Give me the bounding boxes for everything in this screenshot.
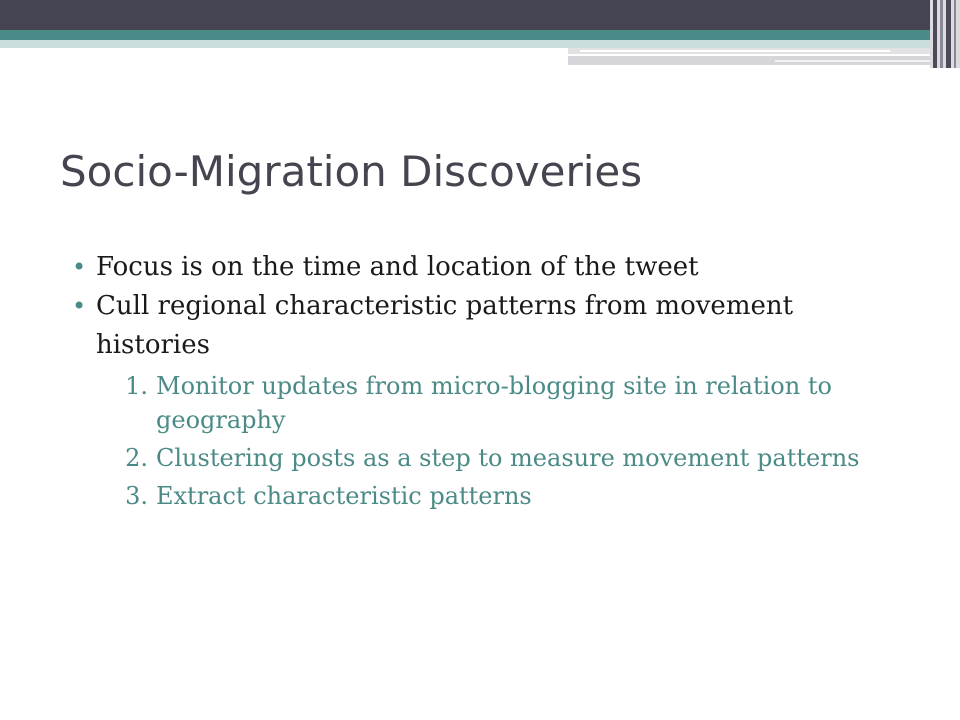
header-accent-line-lower <box>775 60 930 62</box>
header-band-light-teal <box>0 40 930 48</box>
item-text: Extract characteristic patterns <box>156 482 532 510</box>
bullet-dot-icon: • <box>72 253 87 281</box>
header-band-teal <box>0 30 930 40</box>
numbered-item <box>96 479 910 513</box>
bullet-text: Cull regional characteristic patterns from movement histories <box>96 291 794 360</box>
corner-stripe <box>946 0 951 68</box>
numbered-item <box>96 441 910 475</box>
slide-title: Socio-Migration Discoveries <box>60 147 643 196</box>
numbered-item <box>96 369 910 437</box>
header-band-dark <box>0 0 930 30</box>
corner-stripes <box>930 0 960 68</box>
corner-stripe <box>940 0 943 68</box>
corner-stripe <box>933 0 937 68</box>
item-text: Monitor updates from micro-blogging site in relation to geography <box>156 372 832 434</box>
bullet-text: Focus is on the time and location of the tweet <box>96 252 699 282</box>
bullet-item <box>70 248 910 287</box>
header-accent-line <box>580 50 890 52</box>
item-text: Clustering posts as a step to measure movement patterns <box>156 444 860 472</box>
bullet-dot-icon: • <box>72 292 87 320</box>
bullet-item <box>70 287 910 513</box>
numbered-list <box>96 369 910 513</box>
corner-stripe <box>954 0 956 68</box>
item-number: 3. <box>125 482 148 510</box>
item-number: 2. <box>125 444 148 472</box>
item-number: 1. <box>125 372 148 400</box>
bullet-list <box>70 248 910 513</box>
